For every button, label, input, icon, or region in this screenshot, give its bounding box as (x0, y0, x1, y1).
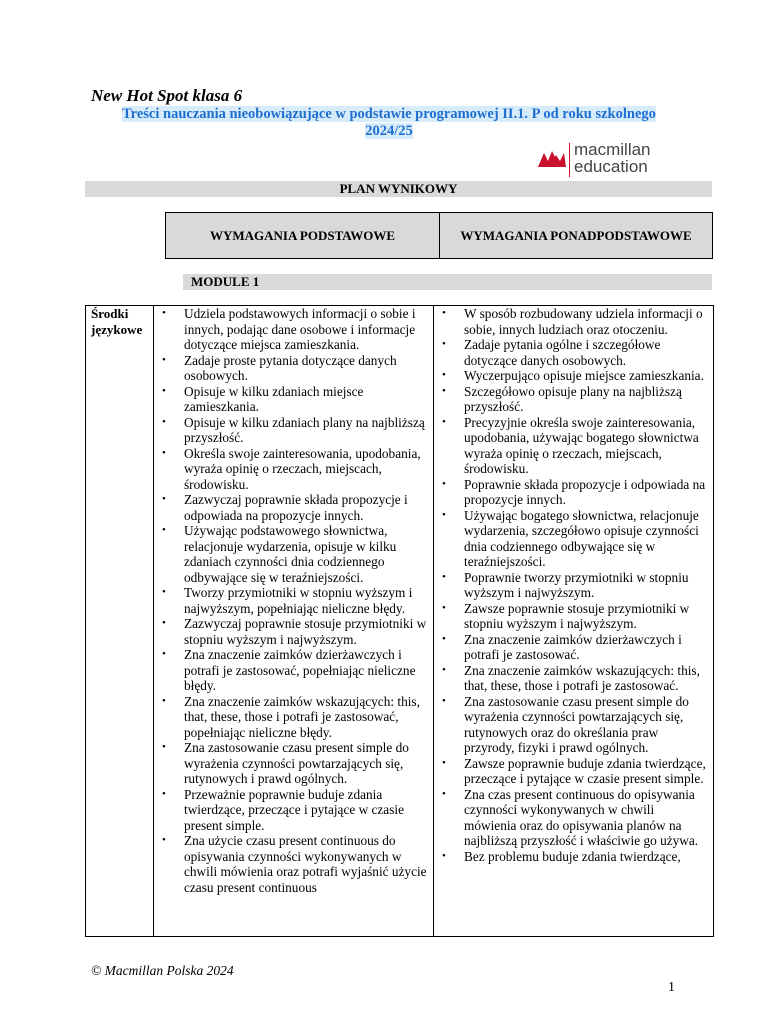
list-item: • Zadaje proste pytania dotyczące danych osobowych. (154, 353, 433, 384)
advanced-requirements-list (434, 306, 713, 864)
section-label-line-1: Środki (91, 306, 129, 321)
list-item: • Zna zastosowanie czasu present simple do wyrażenia czynności powtarzających się, rutynowych oraz do określania praw przyrody, fizyki i prawd ogólnych. (434, 694, 713, 756)
list-item: • Zna zastosowanie czasu present simple do wyrażenia czynności powtarzających się, rutynowych i prawd ogólnych. (154, 740, 433, 787)
module-title: MODULE 1 (183, 274, 712, 290)
subtitle-line-1: Treści nauczania nieobowiązujące w podstawie programowej II.1. P od roku szkolnego (122, 106, 656, 122)
advanced-requirements-cell (434, 306, 713, 936)
list-item: • Tworzy przymiotniki w stopniu wyższym i najwyższym, popełniając nieliczne błędy. (154, 585, 433, 616)
requirements-table (85, 305, 714, 937)
list-item: • Poprawnie składa propozycje i odpowiada na propozycje innych. (434, 477, 713, 508)
copyright-footer: © Macmillan Polska 2024 (91, 963, 234, 978)
list-item: • W sposób rozbudowany udziela informacji o sobie, innych ludziach oraz otoczeniu. (434, 306, 713, 337)
list-item: • Szczegółowo opisuje plany na najbliższą przyszłość. (434, 384, 713, 415)
advanced-requirements-header: WYMAGANIA PONADPODSTAWOWE (460, 227, 692, 243)
list-item: • Używając bogatego słownictwa, relacjonuje wydarzenia, szczegółowo opisuje czynności dnia codziennego odbywające się w teraźniejszości. (434, 508, 713, 570)
subtitle-line-2: 2024/25 (365, 123, 413, 139)
macmillan-education-logo (536, 141, 678, 183)
list-item: • Zna znaczenie zaimków dzierżawczych i potrafi je zastosować. (434, 632, 713, 663)
list-item: • Zna czas present continuous do opisywania czynności wykonywanych w chwili mówienia oraz do opisywania planów na najbliższą przyszłość i właściwie go używa. (434, 787, 713, 849)
book-title: New Hot Spot klasa 6 (91, 86, 243, 105)
list-item: • Używając podstawowego słownictwa, relacjonuje wydarzenia, opisuje w kilku zdaniach czynności dnia codziennego odbywające się w teraźniejszości. (154, 523, 433, 585)
basic-requirements-list (154, 306, 433, 895)
list-item: • Bez problemu buduje zdania twierdzące, (434, 849, 713, 865)
macmillan-logo-icon (538, 147, 566, 169)
list-item: • Precyzyjnie określa swoje zainteresowania, upodobania, używając bogatego słownictwa wyraża opinię o rzeczach, miejscach, środowisku. (434, 415, 713, 477)
list-item: • Zadaje pytania ogólne i szczegółowe dotyczące danych osobowych. (434, 337, 713, 368)
list-item: • Przeważnie poprawnie buduje zdania twierdzące, przeczące i pytające w czasie present simple. (154, 787, 433, 834)
list-item: • Poprawnie tworzy przymiotniki w stopniu wyższym i najwyższym. (434, 570, 713, 601)
basic-requirements-header: WYMAGANIA PODSTAWOWE (166, 213, 440, 258)
logo-divider (569, 143, 570, 177)
list-item: • Zna znaczenie zaimków wskazujących: this, that, these, those i potrafi je zastosować. (434, 663, 713, 694)
list-item: • Opisuje w kilku zdaniach miejsce zamieszkania. (154, 384, 433, 415)
basic-requirements-cell (154, 306, 434, 936)
list-item: • Wyczerpująco opisuje miejsce zamieszkania. (434, 368, 713, 384)
list-item: • Zna znaczenie zaimków wskazujących: this, that, these, those i potrafi je zastosować, popełniając nieliczne błędy. (154, 694, 433, 741)
plan-title: PLAN WYNIKOWY (85, 181, 712, 197)
document-subtitle (90, 106, 688, 140)
page-number: 1 (668, 980, 675, 995)
list-item: • Zawsze poprawnie buduje zdania twierdzące, przeczące i pytające w czasie present simple. (434, 756, 713, 787)
list-item: • Zazwyczaj poprawnie składa propozycje i odpowiada na propozycje innych. (154, 492, 433, 523)
section-label-line-2: językowe (91, 322, 143, 337)
list-item: • Określa swoje zainteresowania, upodobania, wyraża opinię o rzeczach, miejscach, środowisku. (154, 446, 433, 493)
logo-text-education: education (574, 157, 648, 176)
list-item: • Opisuje w kilku zdaniach plany na najbliższą przyszłość. (154, 415, 433, 446)
list-item: • Zna znaczenie zaimków dzierżawczych i potrafi je zastosować, popełniając nieliczne błędy. (154, 647, 433, 694)
logo-text-macmillan: macmillan (574, 140, 651, 159)
list-item: • Zna użycie czasu present continuous do opisywania czynności wykonywanych w chwili mówienia oraz potrafi wyjaśnić użycie czasu present continuous (154, 833, 433, 895)
list-item: • Zazwyczaj poprawnie stosuje przymiotniki w stopniu wyższym i najwyższym. (154, 616, 433, 647)
logo-wordmark (574, 141, 651, 175)
section-label-cell (86, 306, 154, 936)
list-item: • Udziela podstawowych informacji o sobie i innych, podając dane osobowe i informacje dotyczące miejsca zamieszkania. (154, 306, 433, 353)
list-item: • Zawsze poprawnie stosuje przymiotniki w stopniu wyższym i najwyższym. (434, 601, 713, 632)
requirements-header-table (165, 212, 713, 259)
